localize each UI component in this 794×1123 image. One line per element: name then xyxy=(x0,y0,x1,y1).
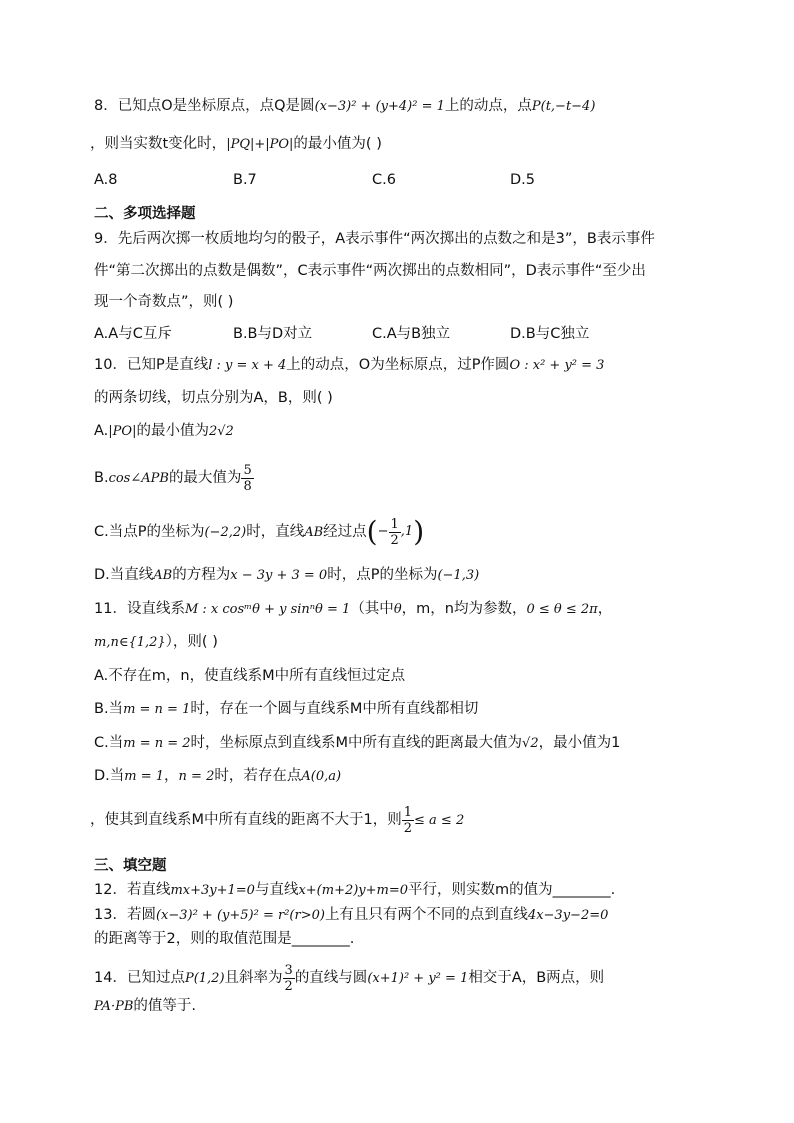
q10-b-text: 的最大值为 xyxy=(168,470,242,486)
q11-d-text: D.当 xyxy=(94,768,125,784)
q14-point: P(1,2) xyxy=(184,971,225,986)
q10-d-eq: x − 3y + 3 = 0 xyxy=(230,568,328,583)
q11-b-cond: m = n = 1 xyxy=(123,702,191,717)
q9-option-a: A.A与C互斥 xyxy=(94,326,172,342)
q12-text3: 平行，则实数m的值为________. xyxy=(408,882,616,898)
q10-text: 10．已知P是直线 xyxy=(94,357,209,373)
q9-option-b: B.B与D对立 xyxy=(233,326,313,342)
q10-c-text3: 经过点 xyxy=(323,524,367,540)
q11-text: 11．设直线系 xyxy=(94,601,185,617)
q11-c-text: C.当 xyxy=(94,735,124,751)
q13-circle-eq: (x−3)² + (y+5)² = r²(r>0) xyxy=(155,908,325,923)
q12-text: 12．若直线 xyxy=(94,882,171,898)
q14-slope-fraction xyxy=(283,963,295,994)
q12-line2-eq: x+(m+2)y+m=0 xyxy=(298,883,409,898)
q11-c-text3: ，最小值为1 xyxy=(538,735,621,751)
q8-point-p: P(t,−t−4) xyxy=(531,99,596,114)
q9-line1: 9．先后两次掷一枚质地均匀的骰子，A表示事件“两次掷出的点数之和是3”，B表示事件 xyxy=(94,231,655,247)
section-title-fill-blank: 三、填空题 xyxy=(94,858,167,874)
q11-c-max: √2 xyxy=(522,736,539,751)
q10-option-a xyxy=(94,421,234,442)
q11-d-n: n = 2 xyxy=(178,769,215,784)
q10-d-ab: AB xyxy=(153,568,173,583)
q10-c-fraction xyxy=(389,517,401,548)
q11-option-c xyxy=(94,733,620,754)
q10-c-rparen: ) xyxy=(413,515,425,548)
q11-d-m: m = 1 xyxy=(124,769,165,784)
q11-text4: ， xyxy=(597,601,613,617)
q9-line3: 现一个奇数点”，则( ) xyxy=(94,294,234,310)
q10-option-c xyxy=(94,512,424,553)
q14-num: 3 xyxy=(284,962,293,978)
q10-d-text2: 的方程为 xyxy=(172,567,231,583)
q11-c-cond: m = n = 2 xyxy=(123,736,191,751)
q13-line-eq: 4x−3y−2=0 xyxy=(527,908,609,923)
q11-line-system: M : x cosᵐθ + y sinⁿθ = 1 xyxy=(184,602,351,617)
q10-b-num: 5 xyxy=(243,462,252,478)
q10-c-tail: ,1 xyxy=(400,524,414,539)
q10-c-point: (−2,2) xyxy=(204,525,247,540)
q8-circle-eq: (x−3)² + (y+4)² = 1 xyxy=(314,99,445,114)
q14-dot-product: PA·PB xyxy=(94,999,134,1014)
q14-line2 xyxy=(94,996,196,1017)
q12-line1-eq: mx+3y+1=0 xyxy=(170,883,255,898)
q10-c-text: C.当点P的坐标为 xyxy=(94,524,205,540)
q10-option-d xyxy=(94,565,479,586)
q8-text3: ，则当实数t变化时， xyxy=(90,136,227,152)
section-title-multiple-choice: 二、多项选择题 xyxy=(94,206,196,222)
q14-text5: 的值等于. xyxy=(133,998,196,1014)
q8-option-d: D.5 xyxy=(510,172,535,188)
q11-e-range: ≤ a ≤ 2 xyxy=(414,813,465,828)
q8-line2 xyxy=(90,134,382,155)
q11-d-text2: 时，若存在点 xyxy=(214,768,302,784)
q13-line1 xyxy=(94,905,608,926)
q10-a-value: 2√2 xyxy=(208,424,234,439)
q10-b-fraction xyxy=(241,463,253,494)
q13-line2: 的距离等于2，则的取值范围是________. xyxy=(94,931,355,947)
q10-option-b xyxy=(94,458,254,499)
q11-text3: ，m，n均为参数， xyxy=(401,601,527,617)
q10-c-ab: AB xyxy=(304,525,324,540)
q11-mn-set: m,n∈{1,2} xyxy=(94,635,166,650)
q10-c-den: 2 xyxy=(390,532,399,548)
q8-option-a: A.8 xyxy=(94,172,118,188)
q13-text: 13．若圆 xyxy=(94,907,156,923)
q11-line1 xyxy=(94,599,612,620)
q8-option-c: C.6 xyxy=(372,172,396,188)
q10-d-point: (−1,3) xyxy=(437,568,480,583)
q14-den: 2 xyxy=(284,978,293,994)
q10-b-expr: cos∠APB xyxy=(108,471,169,486)
q11-b-text: B.当 xyxy=(94,701,124,717)
q10-a-expr: |PO| xyxy=(108,424,137,439)
q10-b-label: B. xyxy=(94,470,109,486)
q8-text: 8．已知点O是坐标原点，点Q是圆 xyxy=(94,98,315,114)
q10-a-label: A. xyxy=(94,423,109,439)
q9-line2: 件“第二次掷出的点数是偶数”，C表示事件“两次掷出的点数相同”，D表示事件“至少出 xyxy=(94,263,646,279)
q14-text2: 且斜率为 xyxy=(224,970,283,986)
q10-d-text: D.当直线 xyxy=(94,567,154,583)
q9-option-c: C.A与B独立 xyxy=(372,326,451,342)
q10-c-lparen: ( xyxy=(366,515,378,548)
q11-e-num: 1 xyxy=(403,804,413,820)
q10-b-den: 8 xyxy=(243,478,252,494)
q10-a-text: 的最小值为 xyxy=(136,423,209,439)
q8-abs-expr: |PQ|+|PO| xyxy=(226,137,294,152)
q9-option-d: D.B与C独立 xyxy=(510,326,590,342)
q13-text2: 上有且只有两个不同的点到直线 xyxy=(324,907,528,923)
q11-option-b xyxy=(94,699,478,720)
q8-option-b: B.7 xyxy=(233,172,257,188)
q14-line1 xyxy=(94,958,604,999)
q12-line xyxy=(94,880,615,901)
q10-d-text3: 时，点P的坐标为 xyxy=(327,567,438,583)
q11-text2: （其中 xyxy=(350,601,394,617)
q14-text3: 的直线与圆 xyxy=(294,970,368,986)
q10-line2: 的两条切线，切点分别为A，B，则( ) xyxy=(94,390,333,406)
q11-e-fraction xyxy=(402,805,414,836)
q11-option-a: A.不存在m，n，使直线系M中所有直线恒过定点 xyxy=(94,668,406,684)
q8-text4: 的最小值为( ) xyxy=(293,136,382,152)
q10-circle-eq: O : x² + y² = 3 xyxy=(509,358,605,373)
q10-line1 xyxy=(94,355,604,376)
q12-text2: 与直线 xyxy=(254,882,299,898)
q11-line2 xyxy=(94,632,218,653)
q11-line-final xyxy=(90,800,464,841)
q11-theta: θ xyxy=(393,602,402,617)
q10-line-eq: l : y = x + 4 xyxy=(208,358,287,373)
q14-text: 14．已知过点 xyxy=(94,970,185,986)
q11-b-text2: 时，存在一个圆与直线系M中所有直线都相切 xyxy=(190,701,479,717)
q11-d-point: A(0,a) xyxy=(301,769,342,784)
q8-text2: 上的动点，点 xyxy=(444,98,532,114)
q14-text4: 相交于A，B两点，则 xyxy=(468,970,605,986)
q11-c-text2: 时，坐标原点到直线系M中所有直线的距离最大值为 xyxy=(190,735,523,751)
q11-e-den: 2 xyxy=(403,820,413,836)
q8-line1 xyxy=(94,96,595,117)
q10-text2: 上的动点，O为坐标原点，过P作圆 xyxy=(286,357,510,373)
q14-circle-eq: (x+1)² + y² = 1 xyxy=(367,971,469,986)
q11-d-sep: ， xyxy=(164,768,179,784)
q11-e-text: ，使其到直线系M中所有直线的距离不大于1，则 xyxy=(90,812,402,828)
q10-c-minus: − xyxy=(377,524,389,539)
q11-range: 0 ≤ θ ≤ 2π xyxy=(526,602,598,617)
q10-c-text2: 时，直线 xyxy=(246,524,305,540)
q11-text5: ），则( ) xyxy=(165,634,218,650)
q10-c-num: 1 xyxy=(390,516,399,532)
q11-option-d xyxy=(94,766,341,787)
